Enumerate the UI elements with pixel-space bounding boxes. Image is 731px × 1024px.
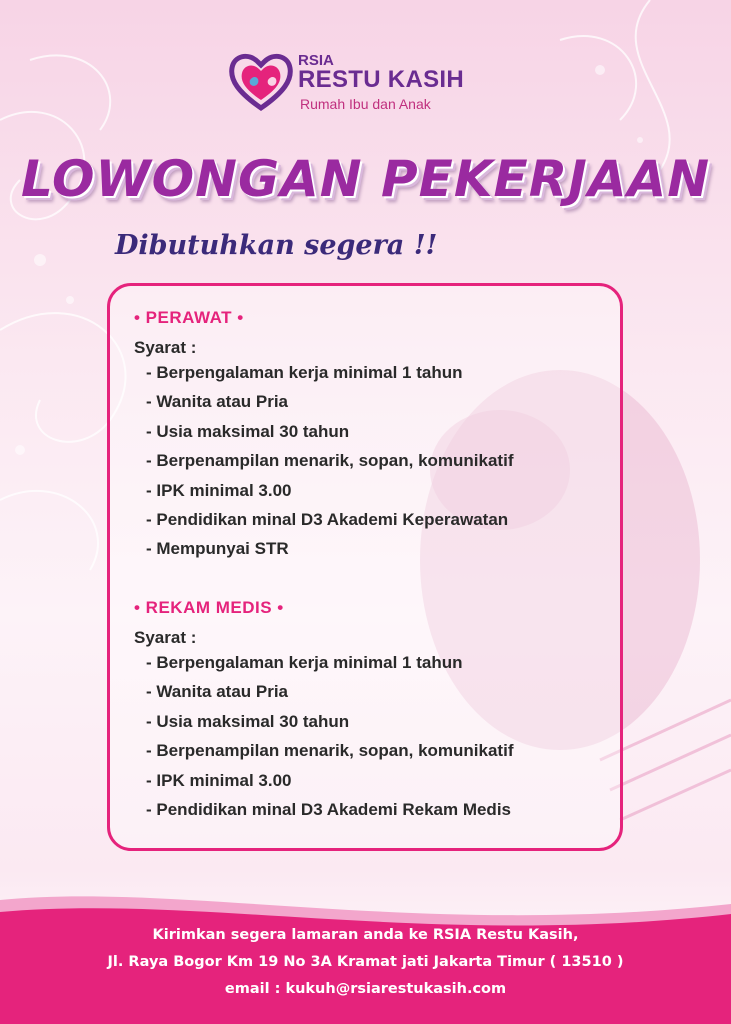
requirement-item: - Wanita atau Pria <box>134 677 614 706</box>
requirement-item: - IPK minimal 3.00 <box>134 476 614 505</box>
requirement-item: - Mempunyai STR <box>134 534 614 563</box>
brand-logo <box>228 50 528 120</box>
section-title: • REKAM MEDIS • <box>134 598 284 617</box>
requirement-item: - Pendidikan minal D3 Akademi Rekam Medis <box>134 795 614 824</box>
heart-logo-icon <box>228 50 294 112</box>
requirement-item: - Wanita atau Pria <box>134 387 614 416</box>
footer-line-submit: Kirimkan segera lamaran anda ke RSIA Restu Kasih, <box>152 927 579 943</box>
section-rekam-medis <box>134 598 614 824</box>
requirement-item: - Pendidikan minal D3 Akademi Keperawatan <box>134 505 614 534</box>
logo-hospital-name: RESTU KASIH <box>298 66 464 93</box>
logo-abbreviation: RSIA <box>298 52 334 69</box>
requirement-item: - Usia maksimal 30 tahun <box>134 417 614 446</box>
logo-tagline: Rumah Ibu dan Anak <box>300 96 431 112</box>
requirement-item: - Usia maksimal 30 tahun <box>134 707 614 736</box>
requirement-item: - Berpenampilan menarik, sopan, komunikatif <box>134 446 614 475</box>
page-title: LOWONGAN PEKERJAAN <box>20 150 711 208</box>
requirements-list <box>134 648 614 824</box>
requirements-label: Syarat : <box>134 338 197 357</box>
requirements-list <box>134 358 614 564</box>
requirement-item: - Berpenampilan menarik, sopan, komunikatif <box>134 736 614 765</box>
section-perawat <box>134 308 614 564</box>
requirement-item: - Berpengalaman kerja minimal 1 tahun <box>134 648 614 677</box>
requirement-item: - Berpengalaman kerja minimal 1 tahun <box>134 358 614 387</box>
subheadline: Dibutuhkan segera !! <box>115 230 438 261</box>
footer-line-address: Jl. Raya Bogor Km 19 No 3A Kramat jati Jakarta Timur ( 13510 ) <box>107 954 624 970</box>
contact-info <box>0 922 731 1003</box>
requirements-label: Syarat : <box>134 628 197 647</box>
requirement-item: - IPK minimal 3.00 <box>134 766 614 795</box>
footer-line-email: email : kukuh@rsiarestukasih.com <box>224 981 507 997</box>
section-title: • PERAWAT • <box>134 308 244 327</box>
